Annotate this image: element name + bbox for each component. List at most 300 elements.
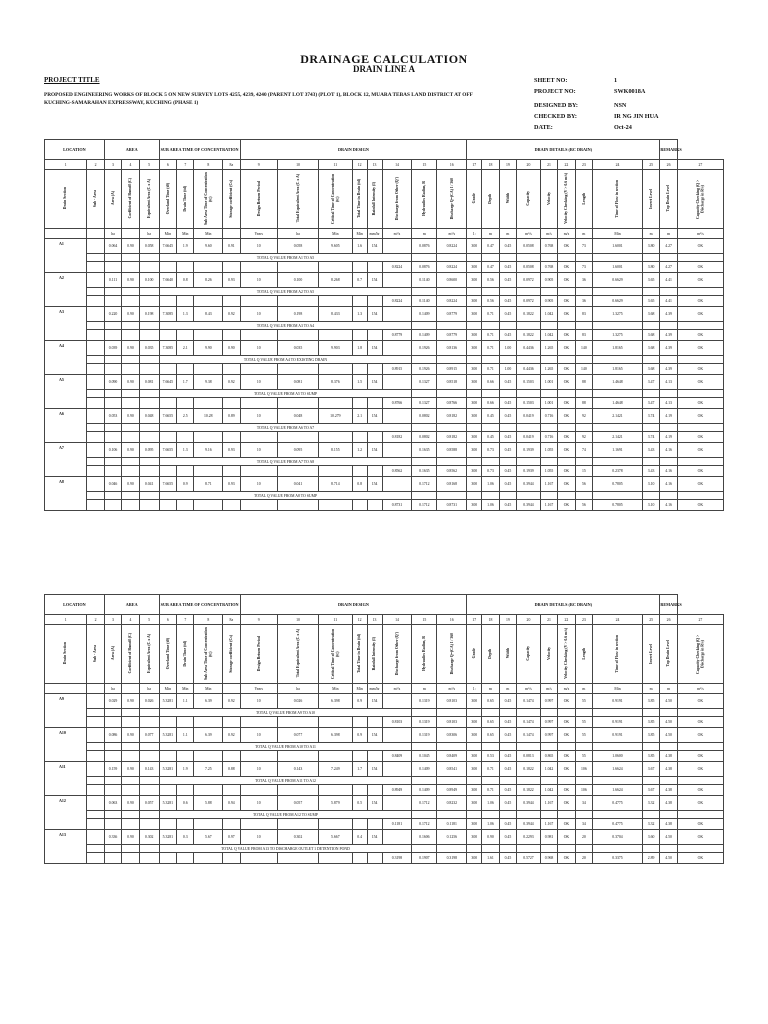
data-cell	[558, 254, 575, 262]
data-cell: 0.4436	[517, 364, 541, 375]
data-cell	[319, 853, 353, 864]
data-cell	[558, 777, 575, 785]
column-number-row	[45, 615, 724, 625]
data-cell	[159, 330, 176, 341]
data-cell	[575, 288, 592, 296]
data-cell	[177, 432, 194, 443]
data-cell	[412, 288, 437, 296]
column-name	[240, 625, 277, 684]
column-name	[194, 170, 223, 229]
data-cell: 0.0972	[517, 273, 541, 288]
data-cell: OK	[558, 398, 575, 409]
data-cell	[517, 288, 541, 296]
data-cell	[437, 743, 467, 751]
data-cell	[540, 254, 557, 262]
data-cell	[319, 330, 353, 341]
data-cell: 0.45	[499, 819, 516, 830]
data-cell: 0.1822	[517, 330, 541, 341]
data-cell	[437, 458, 467, 466]
column-name	[482, 170, 499, 229]
summary-row	[45, 262, 724, 273]
data-cell: 0.9	[352, 728, 367, 743]
data-cell: 0.0419	[517, 432, 541, 443]
column-name	[87, 170, 104, 229]
data-cell	[122, 819, 139, 830]
data-cell	[139, 743, 159, 751]
column-name-text: Length	[581, 647, 586, 660]
data-cell: 0.8103	[437, 717, 467, 728]
column-name-text: Discharge Q=(CA) I / 360	[449, 177, 454, 220]
column-number: 9	[240, 615, 277, 625]
data-cell: 0.45	[499, 728, 516, 743]
data-cell	[517, 743, 541, 751]
data-cell	[240, 853, 277, 864]
data-cell	[437, 709, 467, 717]
data-cell: 0.8779	[382, 330, 412, 341]
unit-cell: Min	[352, 684, 367, 694]
data-cell	[194, 466, 223, 477]
summary-row	[45, 466, 724, 477]
column-number-row	[45, 160, 724, 170]
project-description: PROPOSED ENGINEERING WORKS OF BLOCK 5 ON NEW SURVEY LOTS 4255, 4239, 4240 (PARENT LOT 3743) (PLOT 1), BLOCK 12, MUARA TEBAS LAND DISTRICT AT OFF KUCHING-SAMARAHAN EXPRESSWAY, KUCHING (PHASE 1)	[44, 92, 473, 106]
data-cell: 4.13	[660, 398, 677, 409]
data-cell: OK	[677, 398, 723, 409]
data-cell	[642, 709, 659, 717]
data-cell	[558, 356, 575, 364]
data-cell	[437, 492, 467, 500]
data-cell	[104, 254, 121, 262]
data-cell	[104, 458, 121, 466]
data-cell	[223, 853, 240, 864]
data-cell	[382, 239, 412, 254]
data-cell: 0.905	[540, 296, 557, 307]
data-cell	[575, 390, 592, 398]
data-cell	[87, 743, 104, 751]
data-cell	[575, 709, 592, 717]
data-cell: 0.4775	[593, 819, 643, 830]
group-header: DRAIN DETAILS (RC DRAIN)	[467, 140, 660, 160]
data-cell	[575, 254, 592, 262]
data-cell	[139, 811, 159, 819]
data-cell: 0.090	[104, 375, 121, 390]
data-cell	[104, 288, 121, 296]
summary-row	[45, 751, 724, 762]
data-cell: 0.45	[499, 785, 516, 796]
document-title: DRAINAGE CALCULATION	[300, 52, 468, 66]
data-cell	[104, 356, 121, 364]
section-row	[45, 273, 724, 288]
total-row	[45, 777, 724, 785]
unit-cell: ha	[104, 229, 121, 239]
column-number: 7	[177, 615, 194, 625]
data-cell	[277, 853, 318, 864]
data-cell: 0.048	[139, 409, 159, 424]
data-cell: 0.93	[223, 273, 240, 288]
unit-cell: Min	[352, 229, 367, 239]
column-name-text: Storage coefficient (Cs)	[229, 634, 234, 673]
data-cell	[367, 853, 382, 864]
total-label: TOTAL Q VALUE FROM A8 TO SUMP	[159, 492, 412, 500]
data-cell: 0.1474	[517, 694, 541, 709]
unit-cell: m³/s	[382, 684, 412, 694]
data-cell	[159, 751, 176, 762]
data-cell	[223, 785, 240, 796]
data-cell: 300	[467, 728, 482, 743]
data-cell: 0.8949	[382, 785, 412, 796]
data-cell	[660, 458, 677, 466]
data-cell: OK	[677, 239, 723, 254]
data-cell: 0.8224	[437, 239, 467, 254]
unit-cell: Years	[240, 229, 277, 239]
section-row	[45, 307, 724, 322]
data-cell	[540, 492, 557, 500]
data-cell: 0.0508	[517, 262, 541, 273]
data-cell	[104, 424, 121, 432]
data-cell: 0.65	[482, 728, 499, 743]
data-cell	[122, 262, 139, 273]
data-cell: 0.2293	[517, 830, 541, 845]
data-cell	[87, 307, 104, 322]
column-name-text: Invert Level	[648, 188, 653, 209]
data-cell	[87, 830, 104, 845]
data-cell: OK	[558, 785, 575, 796]
column-name-row	[45, 170, 724, 229]
data-cell: 2.1	[352, 409, 367, 424]
data-cell: 20	[575, 830, 592, 845]
data-cell: 1.6001	[593, 239, 643, 254]
data-cell: 2.1421	[593, 409, 643, 424]
data-cell: OK	[677, 273, 723, 288]
data-cell	[122, 717, 139, 728]
column-name-text: Sub Area Time of Concentration (tc)	[203, 627, 213, 680]
data-cell: 4.50	[660, 853, 677, 864]
column-name	[482, 625, 499, 684]
group-header: DRAIN DESIGN	[240, 595, 467, 615]
data-cell	[593, 492, 643, 500]
data-cell: 154	[367, 796, 382, 811]
summary-row	[45, 785, 724, 796]
data-cell: OK	[677, 762, 723, 777]
data-cell: OK	[558, 500, 575, 511]
data-cell: 1.167	[540, 477, 557, 492]
data-cell	[677, 845, 723, 853]
data-cell: 300	[467, 239, 482, 254]
data-cell	[352, 296, 367, 307]
data-cell	[575, 458, 592, 466]
data-cell: 0.1926	[412, 341, 437, 356]
data-cell: 0.4	[352, 830, 367, 845]
column-number: 7	[177, 160, 194, 170]
data-cell	[677, 424, 723, 432]
data-cell: 140	[575, 341, 592, 356]
column-number: 21	[540, 615, 557, 625]
data-cell: OK	[677, 500, 723, 511]
group-header-row	[45, 140, 724, 160]
data-cell: 7.6655	[159, 477, 176, 492]
data-cell	[104, 751, 121, 762]
data-cell: 0.077	[277, 728, 318, 743]
data-cell: OK	[558, 375, 575, 390]
data-cell	[139, 424, 159, 432]
data-cell: 0.8224	[382, 296, 412, 307]
data-cell: 0.45	[482, 409, 499, 424]
data-cell	[87, 500, 104, 511]
data-cell: OK	[558, 296, 575, 307]
data-cell	[159, 398, 176, 409]
unit-cell: 1:	[467, 229, 482, 239]
data-cell	[104, 500, 121, 511]
data-cell: 0.45	[499, 853, 516, 864]
total-label: TOTAL Q VALUE FROM A13 TO DISCHARGE OUTLET 1 DETENTION POND	[159, 845, 412, 853]
data-cell: 0.048	[277, 409, 318, 424]
data-cell	[642, 777, 659, 785]
data-cell	[122, 364, 139, 375]
data-cell: 3.32	[642, 819, 659, 830]
data-cell: 34	[575, 819, 592, 830]
data-cell: 1.3	[352, 307, 367, 322]
column-name	[437, 170, 467, 229]
data-cell: 0.1822	[517, 762, 541, 777]
data-cell: 7.3085	[159, 341, 176, 356]
data-cell: 0.65	[482, 717, 499, 728]
data-cell: 0.086	[104, 728, 121, 743]
data-cell	[177, 819, 194, 830]
unit-cell	[87, 684, 104, 694]
unit-cell: ha	[277, 229, 318, 239]
data-cell	[593, 254, 643, 262]
data-cell	[277, 296, 318, 307]
data-cell: 0.1635	[412, 466, 437, 477]
column-name	[677, 170, 723, 229]
data-cell	[87, 694, 104, 709]
data-cell	[540, 288, 557, 296]
column-name-text: Velocity	[546, 647, 551, 660]
data-cell	[87, 845, 104, 853]
data-cell: 0.095	[277, 443, 318, 458]
data-cell: 300	[467, 262, 482, 273]
column-name-text: Design Return Period	[256, 635, 261, 672]
data-cell: 0.035	[139, 341, 159, 356]
data-cell: 0.057	[139, 796, 159, 811]
data-cell	[412, 424, 437, 432]
data-cell	[104, 322, 121, 330]
section-row	[45, 341, 724, 356]
data-cell	[382, 796, 412, 811]
data-cell: 0.73	[482, 443, 499, 458]
meta-label: SHEET NO:	[534, 77, 568, 84]
data-cell	[677, 288, 723, 296]
column-name-text: Equivalent Area (C x A)	[146, 179, 151, 218]
data-cell: 0.0802	[412, 409, 437, 424]
data-cell: 3.67	[642, 762, 659, 777]
data-cell	[194, 296, 223, 307]
data-cell	[558, 322, 575, 330]
data-cell	[558, 424, 575, 432]
data-cell	[482, 322, 499, 330]
data-cell	[482, 254, 499, 262]
meta-value: IR NG JIN HUA	[614, 113, 659, 120]
data-cell: 9.60	[194, 239, 223, 254]
data-cell: 0.71	[482, 762, 499, 777]
data-cell	[87, 709, 104, 717]
data-cell	[139, 853, 159, 864]
data-cell: OK	[677, 728, 723, 743]
column-number: 17	[467, 615, 482, 625]
unit-cell: m³/s	[437, 229, 467, 239]
data-cell: 0.3944	[517, 500, 541, 511]
data-cell: 0.66	[482, 398, 499, 409]
group-header: DRAIN DESIGN	[240, 140, 467, 160]
column-name-text: Overland Time (t0)	[165, 637, 170, 670]
column-name	[517, 625, 541, 684]
data-cell: 0.8562	[437, 466, 467, 477]
data-cell: 0.1327	[412, 375, 437, 390]
data-cell	[412, 390, 437, 398]
meta-label: PROJECT NO:	[534, 88, 576, 95]
data-cell: 3.43	[642, 466, 659, 477]
data-cell	[139, 262, 159, 273]
data-cell	[122, 398, 139, 409]
column-number: 23	[575, 160, 592, 170]
data-cell	[437, 424, 467, 432]
data-cell	[87, 811, 104, 819]
data-cell: OK	[677, 819, 723, 830]
data-cell	[437, 288, 467, 296]
data-cell	[139, 751, 159, 762]
data-cell: 15	[575, 466, 592, 477]
data-cell: 0.1181	[437, 819, 467, 830]
data-cell	[367, 785, 382, 796]
data-cell: OK	[677, 694, 723, 709]
group-header: LOCATION	[45, 595, 105, 615]
unit-cell	[87, 229, 104, 239]
data-cell: 154	[367, 728, 382, 743]
data-cell: 20	[575, 853, 592, 864]
column-number: 19	[499, 160, 516, 170]
data-cell	[499, 811, 516, 819]
data-cell: 0.8766	[382, 398, 412, 409]
data-cell	[104, 811, 121, 819]
unit-cell: m	[482, 684, 499, 694]
unit-cell	[122, 229, 139, 239]
data-cell: 8.433	[319, 307, 353, 322]
data-cell	[382, 477, 412, 492]
data-cell: 1.055	[540, 443, 557, 458]
data-cell: 4.27	[660, 262, 677, 273]
column-name-text: Equivalent Area (C x A)	[146, 634, 151, 673]
data-cell: OK	[677, 409, 723, 424]
data-cell: 3.60	[642, 830, 659, 845]
data-cell: 0.1503	[517, 398, 541, 409]
data-cell: 0.90	[122, 694, 139, 709]
data-cell: 2.89	[642, 853, 659, 864]
total-label: TOTAL Q VALUE FROM A11 TO A12	[159, 777, 412, 785]
data-cell	[558, 458, 575, 466]
column-name-text: Total Equivalent Area (C x A)	[295, 629, 300, 678]
data-cell: 5.67	[194, 830, 223, 845]
data-cell: 0.100	[139, 273, 159, 288]
data-cell	[240, 364, 277, 375]
data-cell	[223, 432, 240, 443]
data-cell	[382, 762, 412, 777]
data-cell	[367, 364, 382, 375]
data-cell	[87, 330, 104, 341]
total-row	[45, 356, 724, 364]
unit-cell: mm/hr	[367, 684, 382, 694]
drain-table-2	[44, 594, 724, 864]
data-cell: 300	[467, 375, 482, 390]
data-cell: OK	[558, 341, 575, 356]
data-cell	[159, 500, 176, 511]
data-cell: 1.167	[540, 819, 557, 830]
column-name	[558, 170, 575, 229]
column-name-text: Drain Time (td)	[183, 185, 188, 212]
data-cell: 3.85	[642, 694, 659, 709]
data-cell: 300	[467, 307, 482, 322]
data-cell	[575, 492, 592, 500]
data-cell: 0.041	[277, 477, 318, 492]
data-cell: 0.302	[139, 830, 159, 845]
data-cell: 0.077	[139, 728, 159, 743]
data-cell	[104, 709, 121, 717]
data-cell	[517, 458, 541, 466]
data-cell: 300	[467, 432, 482, 443]
data-cell: 0.47	[482, 239, 499, 254]
project-title-label: PROJECT TITLE	[44, 76, 100, 84]
data-cell	[352, 785, 367, 796]
column-name	[139, 170, 159, 229]
data-cell: 0.91	[223, 239, 240, 254]
group-header: AREA	[104, 595, 159, 615]
data-cell: 6.398	[319, 728, 353, 743]
data-cell	[194, 500, 223, 511]
column-name-text: Critical Time of Concentration (tc)	[330, 628, 340, 679]
data-cell	[677, 356, 723, 364]
data-cell: OK	[558, 307, 575, 322]
unit-cell: m³/s	[677, 229, 723, 239]
column-number: 24	[593, 615, 643, 625]
data-cell: 0.92	[223, 307, 240, 322]
data-cell	[499, 458, 516, 466]
data-cell	[104, 262, 121, 273]
data-cell: 0.45	[499, 432, 516, 443]
unit-cell: Min	[177, 684, 194, 694]
data-cell: 1.06	[482, 796, 499, 811]
data-cell: OK	[677, 477, 723, 492]
data-cell: 0.45	[499, 375, 516, 390]
data-cell	[277, 466, 318, 477]
drain-section: A10	[45, 728, 87, 762]
data-cell	[87, 717, 104, 728]
section-row	[45, 477, 724, 492]
column-number: 13	[367, 615, 382, 625]
data-cell: OK	[677, 796, 723, 811]
data-cell	[223, 717, 240, 728]
data-cell: 154	[367, 762, 382, 777]
data-cell	[412, 254, 437, 262]
data-cell	[467, 743, 482, 751]
data-cell: 92	[575, 432, 592, 443]
column-name	[499, 625, 516, 684]
column-name	[677, 625, 723, 684]
data-cell: 0.1926	[412, 364, 437, 375]
drain-section: A8	[45, 477, 87, 511]
unit-cell: m/s	[558, 684, 575, 694]
data-cell: 1.06	[482, 477, 499, 492]
column-name	[660, 170, 677, 229]
data-cell	[319, 432, 353, 443]
data-cell: 0.865	[540, 751, 557, 762]
